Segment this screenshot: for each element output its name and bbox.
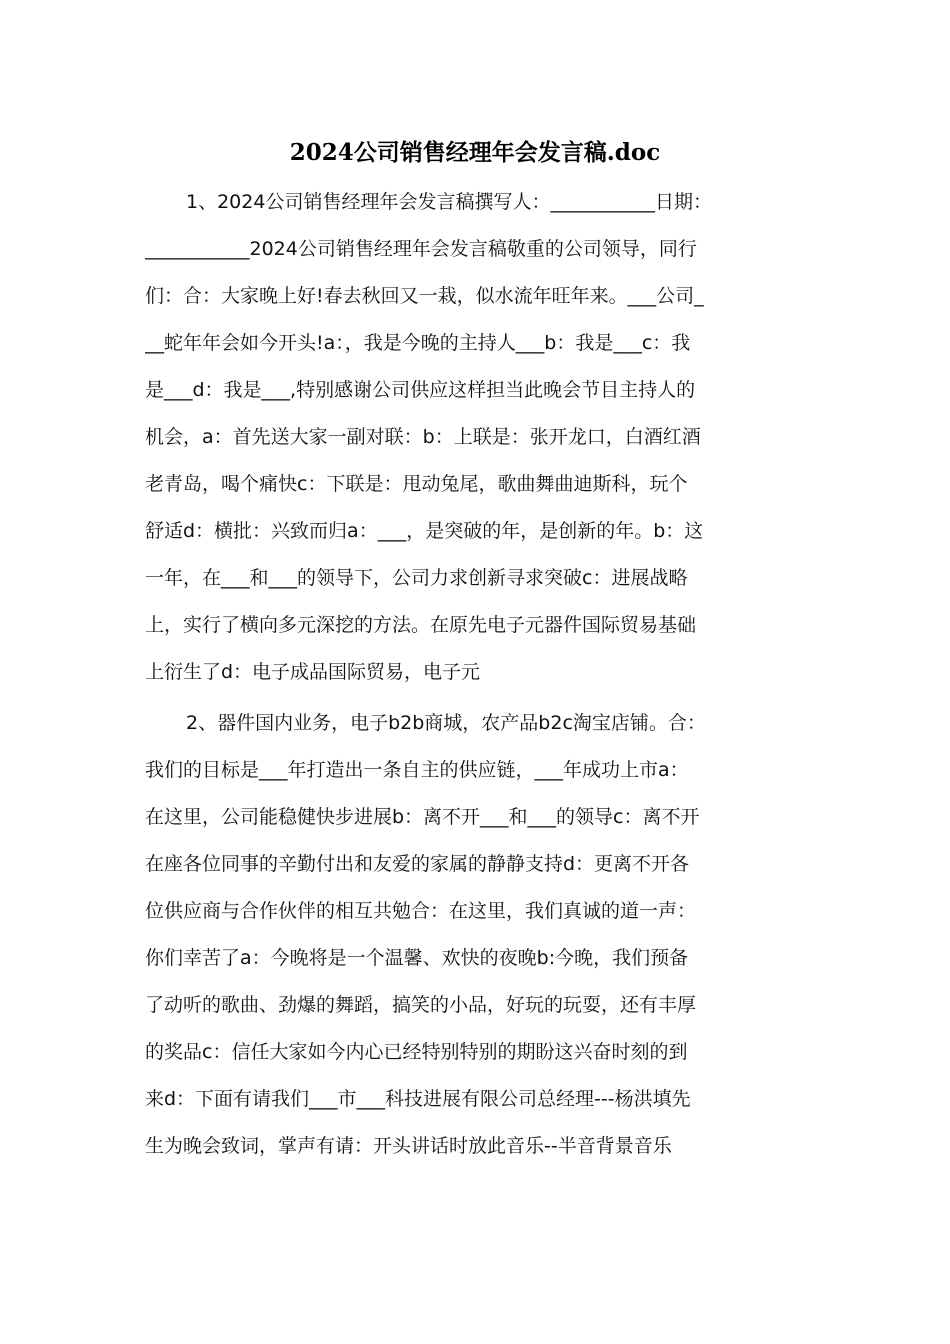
paragraph-line: 我们的目标是___年打造出一条自主的供应链，___年成功上市a： bbox=[145, 759, 689, 781]
paragraph-line: 2、器件国内业务，电子b2b商城，农产品b2c淘宝店铺。合： bbox=[186, 712, 706, 734]
paragraph-line: 了动听的歌曲、劲爆的舞蹈，搞笑的小品，好玩的玩耍，还有丰厚 bbox=[145, 994, 697, 1016]
paragraph-1 bbox=[145, 179, 810, 696]
paragraph-line: 舒适d：横批：兴致而归a：___，是突破的年，是创新的年。b：这 bbox=[145, 520, 704, 542]
paragraph-line: 你们幸苦了a：今晚将是一个温馨、欢快的夜晚b:今晚，我们预备 bbox=[145, 947, 689, 969]
paragraph-line: 在这里，公司能稳健快步进展b：离不开___和___的领导c：离不开 bbox=[145, 806, 700, 828]
paragraph-line: 在座各位同事的辛勤付出和友爱的家属的静静支持d：更离不开各 bbox=[145, 853, 690, 875]
paragraph-line: __蛇年年会如今开头!a：，我是今晚的主持人___b：我是___c：我 bbox=[145, 332, 691, 354]
paragraph-line: 上，实行了横向多元深挖的方法。在原先电子元器件国际贸易基础 bbox=[145, 614, 697, 636]
paragraph-2 bbox=[145, 700, 810, 1170]
paragraph-line: 上衍生了d：电子成品国际贸易，电子元 bbox=[145, 661, 481, 683]
paragraph-line: 老青岛，喝个痛快c：下联是：甩动兔尾，歌曲舞曲迪斯科，玩个 bbox=[145, 473, 688, 495]
document-title: 2024公司销售经理年会发言稿.doc bbox=[289, 139, 661, 166]
paragraph-line: 生为晚会致词，掌声有请：开头讲话时放此音乐--半音背景音乐 bbox=[145, 1135, 672, 1157]
paragraph-line: 一年，在___和___的领导下，公司力求创新寻求突破c：进展战略 bbox=[145, 567, 688, 589]
paragraph-line: 位供应商与合作伙伴的相互共勉合：在这里，我们真诚的道一声： bbox=[145, 900, 697, 922]
paragraph-line: 来d：下面有请我们___市___科技进展有限公司总经理---杨洪填先 bbox=[145, 1088, 691, 1110]
paragraph-line: 们：合：大家晚上好!春去秋回又一栽，似水流年旺年来。___公司_ bbox=[145, 285, 704, 307]
paragraph-line: 1、2024公司销售经理年会发言稿撰写人：___________日期： bbox=[186, 191, 712, 213]
paragraph-line: 机会，a：首先送大家一副对联：b：上联是：张开龙口，白酒红酒 bbox=[145, 426, 701, 448]
paragraph-line: ___________2024公司销售经理年会发言稿敬重的公司领导，同行 bbox=[145, 238, 697, 260]
paragraph-line: 是___d：我是___,特别感谢公司供应这样担当此晚会节目主持人的 bbox=[145, 379, 696, 401]
paragraph-line: 的奖品c：信任大家如今内心已经特别特别的期盼这兴奋时刻的到 bbox=[145, 1041, 688, 1063]
